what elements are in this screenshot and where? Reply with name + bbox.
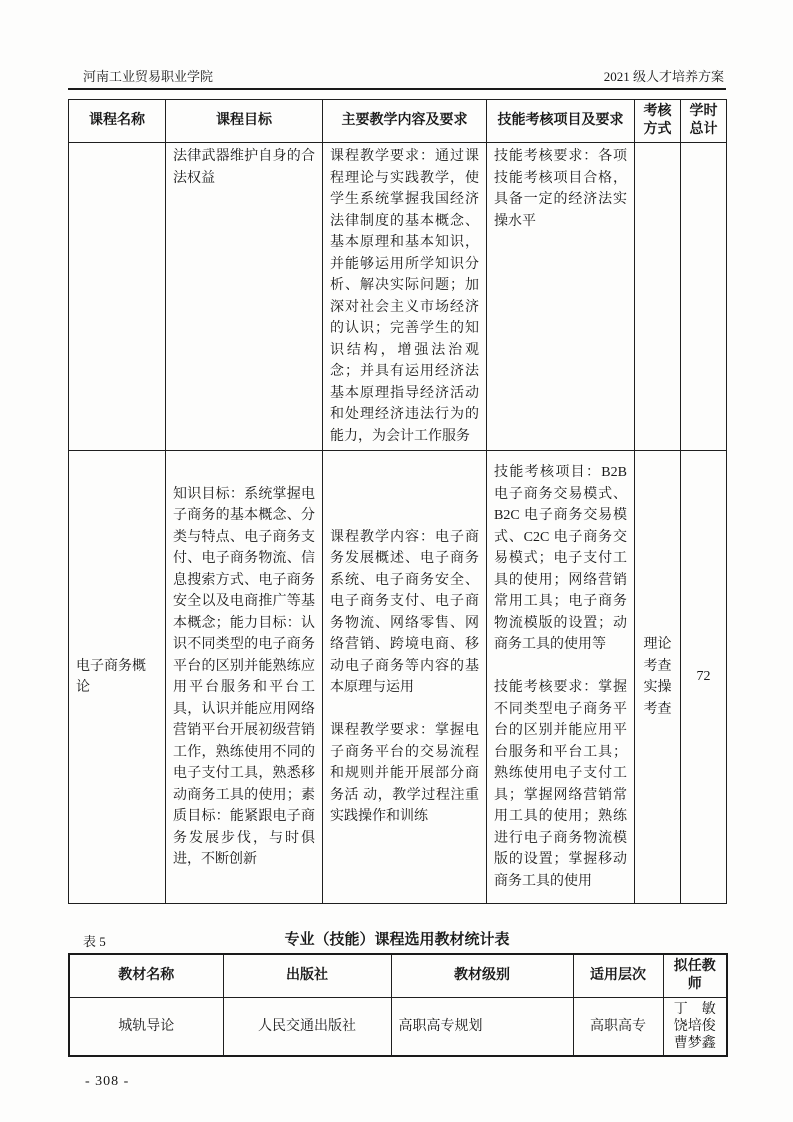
assessment-requirement-text: 技能考核要求：掌握不同类型电子商务平台的区别并能应用平台服务和平台工具；熟练使用电子支付工具；掌握网络营销常用工具的使用；熟练进行电子商务物流模版的设置；掌握移动商务工具的使用	[494, 680, 627, 889]
cell-course-name	[69, 143, 166, 451]
cell-textbook-level: 高职高专规划	[391, 998, 573, 1057]
teaching-content-text: 课程教学内容：电子商务发展概述、电子商务系统、电子商务安全、电子商务支付、电子商务物流、网络零售、网络营销、跨境电商、移动电子商务等内容的基本原理与运用	[330, 529, 479, 695]
column-header-textbook-level: 教材级别	[391, 954, 573, 998]
cell-publisher: 人民交通出版社	[223, 998, 391, 1057]
course-table	[68, 99, 727, 904]
column-header-publisher: 出版社	[223, 954, 391, 998]
cell-teaching-content	[323, 143, 487, 451]
teaching-requirement-text: 课程教学要求：通过课程理论与实践教学，使学生系统掌握我国经济法律制度的基本概念、基本原理和基本知识，并能够运用所学知识分析、解决实际问题；加深对社会主义市场经济的认识；完善学生的知识结构，增强法治观念；并具有运用经济法基本原理指导经济活动和处理经济违法行为的能力，为会计工作服务	[330, 149, 479, 444]
teaching-requirement-text: 课程教学要求：掌握电子商务平台的交易流程和规则并能开展部分商务活 动，教学过程注重实践操作和训练	[330, 723, 479, 824]
page-header-plan: 2021 级人才培养方案	[603, 69, 724, 84]
document-page	[68, 0, 726, 1090]
teacher-name: 丁 敏	[673, 1002, 716, 1017]
cell-assessment-method: 理论考查实操考查	[635, 451, 681, 904]
cell-assessment-method	[635, 143, 681, 451]
cell-textbook-name: 城轨导论	[69, 998, 223, 1057]
header-rule	[68, 88, 726, 90]
page-number: - 308 -	[85, 1074, 130, 1089]
column-header-skill-assessment: 技能考核项目及要求	[487, 100, 635, 143]
textbook-table-caption	[68, 928, 726, 948]
cell-course-name: 电子商务概论	[69, 451, 166, 904]
teacher-name: 曹梦鑫	[673, 1036, 716, 1051]
table-row	[69, 998, 727, 1057]
objective-text: 法律武器维护自身的合法权益	[173, 149, 315, 186]
cell-teaching-content	[323, 451, 487, 904]
cell-total-hours	[681, 143, 727, 451]
cell-proposed-teachers	[663, 998, 727, 1057]
column-header-textbook-name: 教材名称	[69, 954, 223, 998]
cell-skill-assessment	[487, 451, 635, 904]
textbook-table	[68, 953, 728, 1057]
textbook-table-title: 专业（技能）课程选用教材统计表	[284, 932, 510, 948]
page-header-school: 河南工业贸易职业学院	[83, 69, 214, 84]
page-header	[68, 66, 726, 88]
column-header-teaching-content: 主要教学内容及要求	[323, 100, 487, 143]
objective-text: 知识目标：系统掌握电子商务的基本概念、分类与特点、电子商务支付、电子商务物流、信息搜索方式、电子商务安全以及电商推广等基本概念；能力目标：认识不同类型的电子商务平台的区别并能熟练应用平台服务和平台工具，认识并能应用网络营销平台开展初级营销工作，熟练使用不同的电子支付工具，熟悉移动商务工具的使用；素质目标：能紧跟电子商务发展步伐，与时俱进，不断创新	[173, 486, 315, 867]
cell-course-objective	[166, 143, 323, 451]
table-row	[69, 451, 727, 904]
table-number-label: 表 5	[83, 934, 106, 949]
cell-skill-assessment	[487, 143, 635, 451]
assessment-items-text: 技能考核项目：B2B 电子商务交易模式、B2C 电子商务交易模式、C2C 电子商务交易模式；电子支付工具的使用；网络营销常用工具；电子商务物流模版的设置；动商务工具的使用等	[494, 465, 627, 652]
assessment-requirement-text: 技能考核要求：各项技能考核项目合格，具备一定的经济法实操水平	[494, 149, 627, 229]
column-header-course-name: 课程名称	[69, 100, 166, 143]
cell-total-hours: 72	[681, 451, 727, 904]
column-header-applicable-level: 适用层次	[573, 954, 663, 998]
column-header-assessment-method: 考核方式	[635, 100, 681, 143]
cell-course-objective	[166, 451, 323, 904]
cell-applicable-level: 高职高专	[573, 998, 663, 1057]
teacher-name: 饶培俊	[673, 1019, 716, 1034]
column-header-total-hours: 学时总计	[681, 100, 727, 143]
table-row	[69, 143, 727, 451]
column-header-proposed-teacher: 拟任教师	[663, 954, 727, 998]
course-table-header-row	[69, 100, 727, 143]
column-header-objectives: 课程目标	[166, 100, 323, 143]
textbook-table-header-row	[69, 954, 727, 998]
